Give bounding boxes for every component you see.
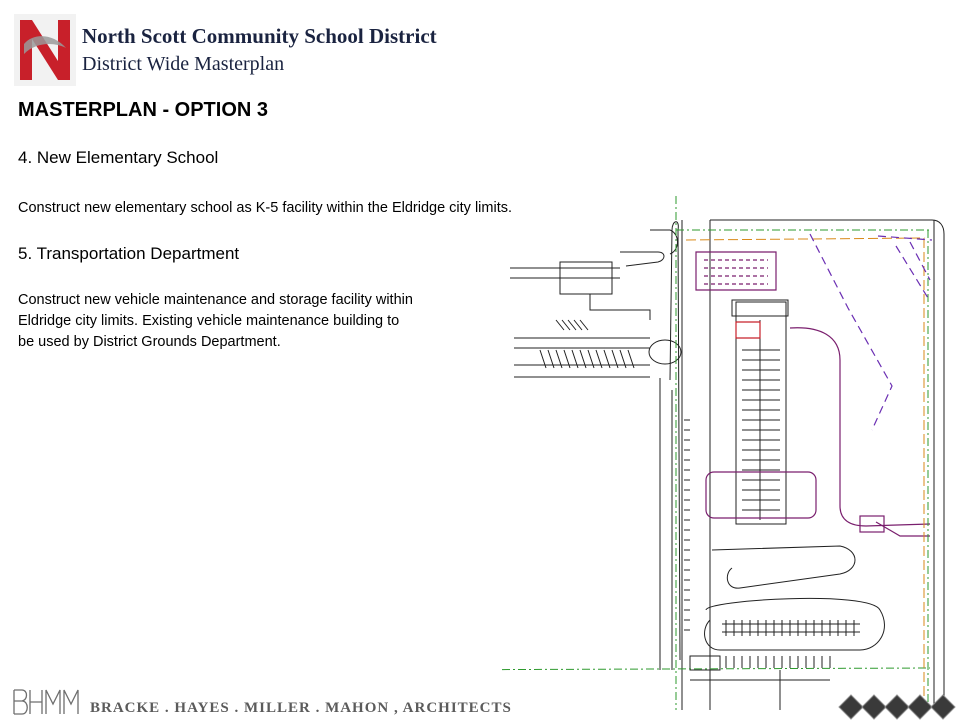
site-plan-drawing [500,190,960,720]
body-line: Construct new elementary school as K-5 facility within the Eldridge city limits. [18,200,512,216]
body-line: be used by District Grounds Department. [18,334,281,350]
body-line: Eldridge city limits. Existing vehicle maintenance building to [18,313,400,329]
district-subtitle: District Wide Masterplan [82,53,285,75]
district-title: North Scott Community School District [82,24,437,48]
body-line: Construct new vehicle maintenance and storage facility within [18,292,413,308]
district-logo-icon [14,14,76,86]
item-heading-transportation: 5. Transportation Department [18,244,240,263]
bhmm-monogram-icon [12,688,80,716]
item-body-transportation [18,290,413,353]
item-heading-elementary: 4. New Elementary School [18,148,219,167]
firm-name: BRACKE . HAYES . MILLER . MAHON , ARCHITECTS [90,700,512,716]
diamond-row-icon [838,694,958,720]
item-body-elementary [18,198,512,219]
slide-title: MASTERPLAN - OPTION 3 [18,99,269,121]
